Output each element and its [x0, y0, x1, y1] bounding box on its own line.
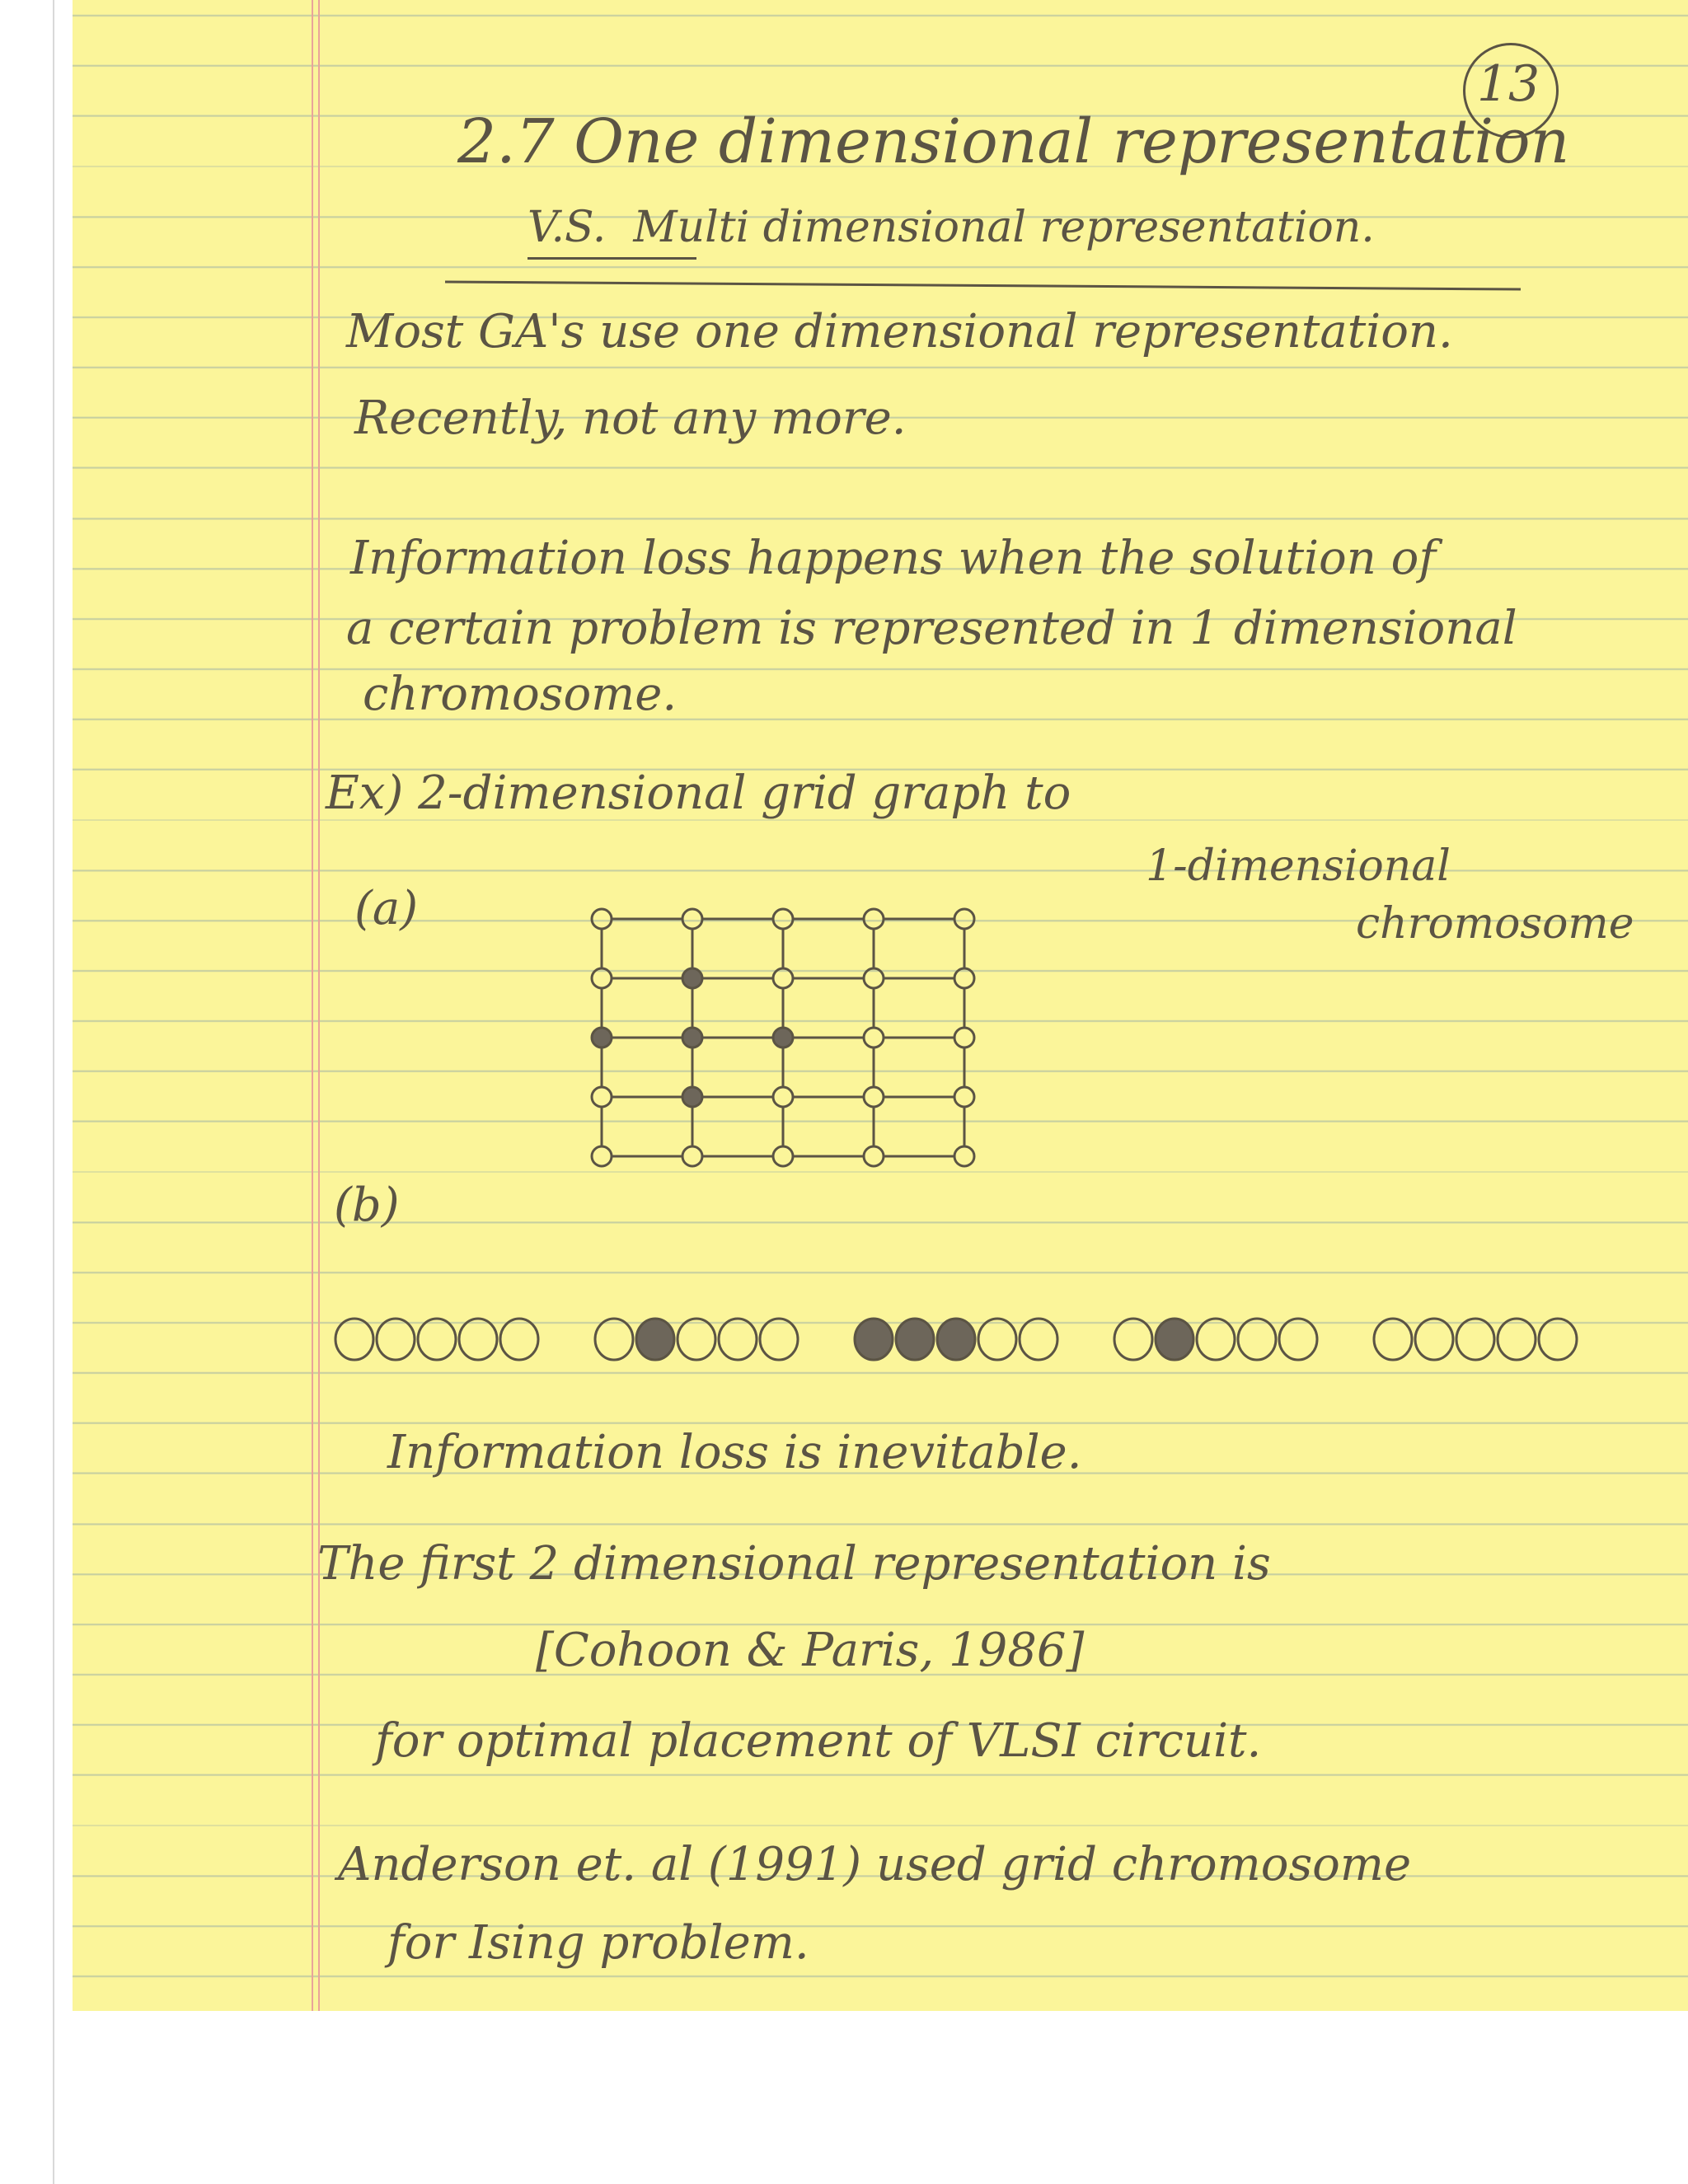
grid-graph-svg [569, 886, 1030, 1199]
grid-node-empty [954, 909, 974, 929]
gene-empty [1415, 1319, 1453, 1360]
text-line: chromosome. [363, 668, 678, 721]
example-heading: Ex) 2-dimensional grid graph to [326, 766, 1071, 820]
citation: [Cohoon & Paris, 1986] [536, 1624, 1085, 1677]
margin-line-left [312, 0, 313, 2011]
grid-node-empty [592, 968, 612, 988]
text-line: for Ising problem. [387, 1916, 809, 1970]
grid-node-filled [592, 1028, 612, 1047]
grid-node-empty [592, 909, 612, 929]
grid-node-filled [773, 1028, 793, 1047]
grid-node-empty [864, 1087, 884, 1107]
gene-filled [855, 1319, 893, 1360]
grid-graph [569, 886, 1030, 1199]
grid-node-empty [682, 1146, 702, 1166]
example-heading-cont: 1-dimensional [1146, 841, 1451, 891]
gene-empty [1456, 1319, 1494, 1360]
grid-node-empty [954, 1146, 974, 1166]
gene-empty [418, 1319, 456, 1360]
gene-empty [377, 1319, 415, 1360]
label-a: (a) [354, 882, 419, 935]
grid-node-filled [682, 1087, 702, 1107]
gene-filled [937, 1319, 975, 1360]
section-title: 2.7 One dimensional representation [457, 106, 1570, 177]
gene-filled [1156, 1319, 1193, 1360]
grid-node-empty [773, 909, 793, 929]
text-line: a certain problem is represented in 1 dimensional [346, 602, 1517, 655]
text-line: Information loss happens when the solution of [350, 532, 1437, 585]
chromosome-svg [330, 1306, 1632, 1372]
grid-node-empty [954, 1028, 974, 1047]
margin-line-right [318, 0, 320, 2011]
grid-node-empty [773, 1146, 793, 1166]
text-line: Recently, not any more. [354, 391, 907, 445]
gene-empty [1238, 1319, 1276, 1360]
grid-node-empty [773, 1087, 793, 1107]
gene-filled [636, 1319, 674, 1360]
text-line: for optimal placement of VLSI circuit. [375, 1714, 1262, 1768]
gene-empty [459, 1319, 497, 1360]
gene-empty [1539, 1319, 1577, 1360]
scan-edge-line [53, 0, 54, 2184]
gene-empty [1498, 1319, 1536, 1360]
grid-node-empty [864, 1146, 884, 1166]
grid-node-empty [592, 1146, 612, 1166]
grid-node-empty [592, 1087, 612, 1107]
subtitle-rest: Multi dimensional representation. [633, 203, 1375, 252]
grid-node-empty [682, 909, 702, 929]
gene-empty [335, 1319, 373, 1360]
grid-node-empty [954, 968, 974, 988]
grid-node-empty [773, 968, 793, 988]
example-heading-cont: chromosome [1356, 899, 1634, 949]
text-line: Anderson et. al (1991) used grid chromosome [338, 1838, 1412, 1891]
text-line: The first 2 dimensional representation is [317, 1537, 1271, 1591]
text-line: Most GA's use one dimensional representation. [346, 305, 1453, 359]
gene-empty [760, 1319, 798, 1360]
vs-underline [528, 257, 696, 260]
gene-empty [1020, 1319, 1057, 1360]
gene-empty [500, 1319, 538, 1360]
gene-empty [1374, 1319, 1412, 1360]
grid-node-empty [954, 1087, 974, 1107]
grid-node-filled [682, 1028, 702, 1047]
gene-empty [678, 1319, 715, 1360]
gene-empty [1114, 1319, 1152, 1360]
gene-empty [1197, 1319, 1235, 1360]
grid-node-filled [682, 968, 702, 988]
page-number: 13 [1476, 55, 1540, 113]
gene-empty [719, 1319, 757, 1360]
grid-node-empty [864, 1028, 884, 1047]
grid-node-empty [864, 909, 884, 929]
gene-empty [595, 1319, 633, 1360]
section-subtitle [528, 203, 1375, 252]
grid-node-empty [864, 968, 884, 988]
gene-empty [1279, 1319, 1317, 1360]
label-b: (b) [334, 1179, 400, 1232]
vs-label: V.S. [528, 203, 607, 252]
chromosome-row [330, 1306, 1632, 1372]
gene-filled [896, 1319, 934, 1360]
gene-empty [978, 1319, 1016, 1360]
text-line: Information loss is inevitable. [387, 1426, 1082, 1479]
